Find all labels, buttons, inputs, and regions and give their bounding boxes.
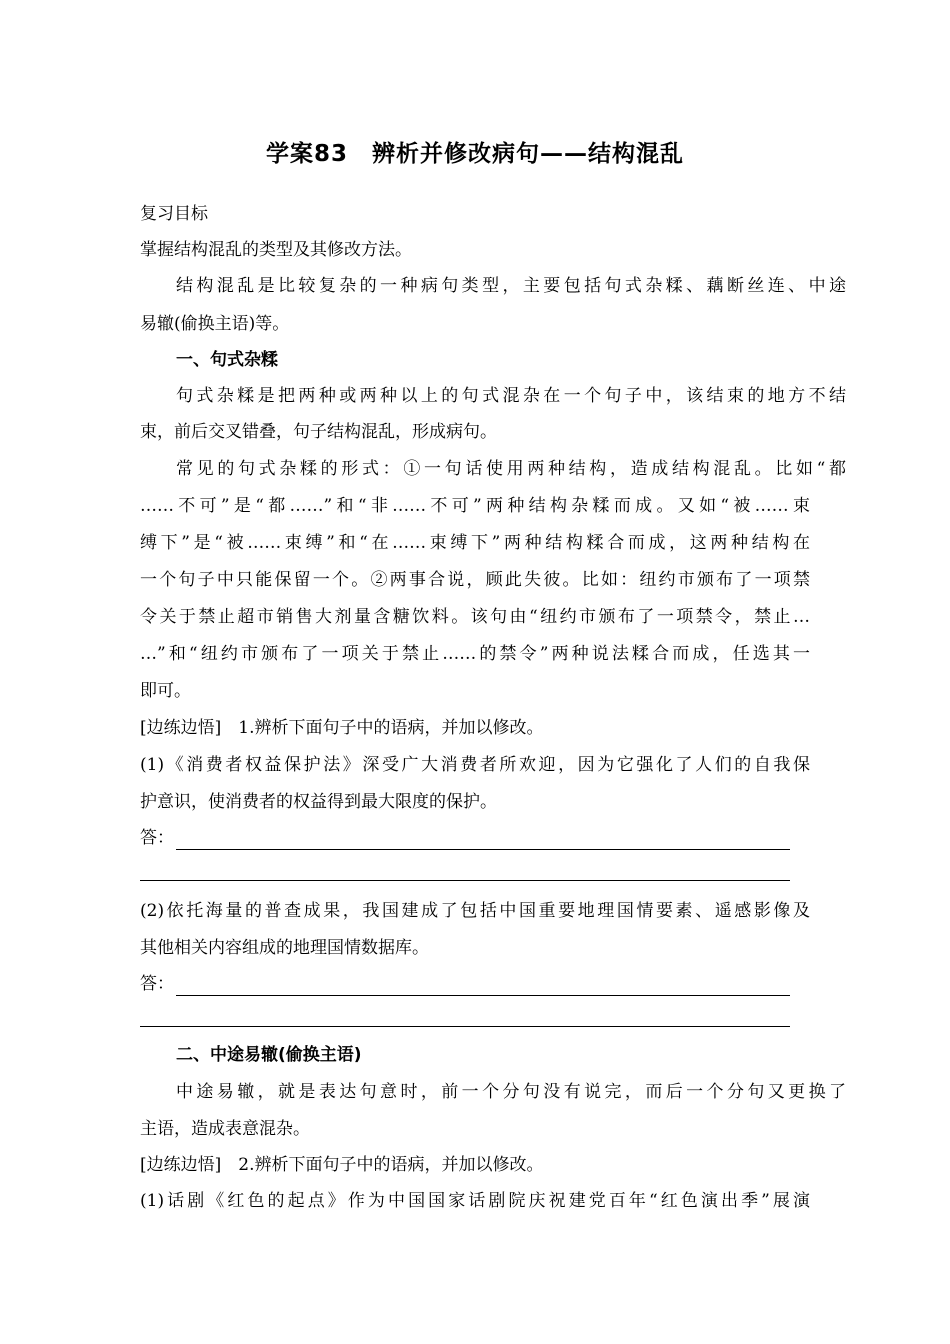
review-goal-label: 复习目标 — [140, 204, 208, 224]
answer-label: 答： — [140, 828, 174, 848]
question-line: (2)依托海量的普查成果，我国建成了包括中国重要地理国情要素、遥感影像及 — [140, 901, 810, 921]
answer-line[interactable] — [176, 830, 790, 850]
answer-label: 答： — [140, 974, 174, 994]
paragraph-line: 令关于禁止超市销售大剂量含糖饮料。该句由“纽约市颁布了一项禁令，禁止… — [140, 607, 810, 627]
question-line: 护意识，使消费者的权益得到最大限度的保护。 — [140, 792, 497, 812]
paragraph-line: …”和“纽约市颁布了一项关于禁止……的禁令”两种说法糅合而成，任选其一 — [140, 644, 810, 664]
review-goal-text: 掌握结构混乱的类型及其修改方法。 — [140, 240, 412, 260]
paragraph-line: 主语，造成表意混杂。 — [140, 1119, 310, 1139]
answer-line[interactable] — [176, 976, 790, 996]
answer-line[interactable] — [140, 1026, 790, 1027]
exercise-header: [边练边悟] 1.辨析下面句子中的语病，并加以修改。 — [140, 718, 544, 738]
answer-row[interactable] — [140, 826, 810, 850]
paragraph-line: 即可。 — [140, 681, 191, 701]
paragraph-line: 缚下”是“被……束缚”和“在……束缚下”两种结构糅合而成，这两种结构在 — [140, 533, 810, 553]
answer-line[interactable] — [140, 880, 790, 881]
paragraph-line: 中途易辙，就是表达句意时，前一个分句没有说完，而后一个分句又更换了 — [176, 1082, 846, 1102]
exercise-header: [边练边悟] 2.辨析下面句子中的语病，并加以修改。 — [140, 1155, 544, 1175]
page-title: 学案83 辨析并修改病句——结构混乱 — [265, 141, 684, 167]
question-line: (1)话剧《红色的起点》作为中国国家话剧院庆祝建党百年“红色演出季”展演 — [140, 1191, 810, 1211]
question-line: 其他相关内容组成的地理国情数据库。 — [140, 938, 429, 958]
paragraph-line: 常见的句式杂糅的形式：①一句话使用两种结构，造成结构混乱。比如“都 — [176, 459, 846, 479]
intro-line: 易辙(偷换主语)等。 — [140, 314, 290, 334]
intro-line: 结构混乱是比较复杂的一种病句类型，主要包括句式杂糅、藕断丝连、中途 — [176, 276, 846, 296]
paragraph-line: 一个句子中只能保留一个。②两事合说，顾此失彼。比如：纽约市颁布了一项禁 — [140, 570, 810, 590]
paragraph-line: 句式杂糅是把两种或两种以上的句式混杂在一个句子中，该结束的地方不结 — [176, 386, 846, 406]
section-heading: 一、句式杂糅 — [176, 350, 278, 370]
section-heading: 二、中途易辙(偷换主语) — [176, 1045, 362, 1065]
answer-row[interactable] — [140, 972, 810, 996]
paragraph-line: 束，前后交叉错叠，句子结构混乱，形成病句。 — [140, 422, 497, 442]
paragraph-line: ……不可”是“都……”和“非……不可”两种结构杂糅而成。又如“被……束 — [140, 496, 810, 516]
question-line: (1)《消费者权益保护法》深受广大消费者所欢迎，因为它强化了人们的自我保 — [140, 755, 810, 775]
